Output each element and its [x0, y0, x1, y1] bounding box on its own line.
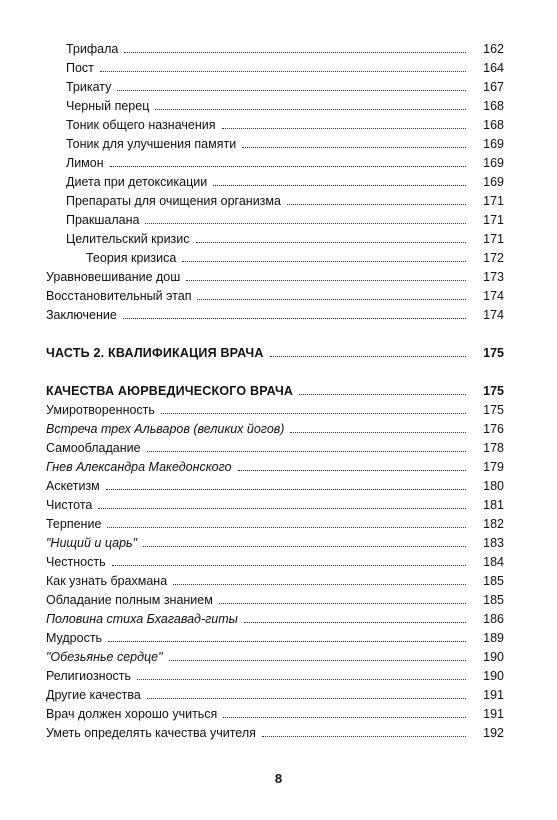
- dot-leader: [117, 90, 466, 91]
- toc-part-heading: [46, 341, 504, 360]
- toc-entry-title: Тоник для улучшения памяти: [46, 137, 242, 151]
- toc-entry: [46, 474, 504, 493]
- dot-leader: [110, 166, 466, 167]
- toc-entry-page: 185: [466, 593, 504, 607]
- toc-entry-title: "Нищий и царь": [46, 536, 143, 550]
- toc-entry: [46, 626, 504, 645]
- toc-entry-page: 175: [466, 384, 504, 398]
- toc-entry-title: Пост: [46, 61, 100, 75]
- toc-entry: [46, 208, 504, 227]
- toc-entry: [46, 607, 504, 626]
- toc-entry-title: Пракшалана: [46, 213, 145, 227]
- toc-entry-title: Черный перец: [46, 99, 155, 113]
- dot-leader: [244, 622, 466, 623]
- dot-leader: [145, 223, 466, 224]
- toc-entry-page: 169: [466, 156, 504, 170]
- toc-entry-title: Чистота: [46, 498, 98, 512]
- toc-entry-page: 171: [466, 232, 504, 246]
- toc-entry-page: 173: [466, 270, 504, 284]
- toc-entry-title: КАЧЕСТВА АЮРВЕДИЧЕСКОГО ВРАЧА: [46, 384, 299, 398]
- dot-leader: [124, 52, 466, 53]
- toc-entry-title: Уметь определять качества учителя: [46, 726, 262, 740]
- toc-entry: [46, 75, 504, 94]
- toc-entry-title: Препараты для очищения организма: [46, 194, 287, 208]
- dot-leader: [223, 717, 466, 718]
- toc-entry-page: 162: [466, 42, 504, 56]
- toc-entry-page: 178: [466, 441, 504, 455]
- dot-leader: [169, 660, 466, 661]
- dot-leader: [137, 679, 466, 680]
- toc-entry-title: Гнев Александра Македонского: [46, 460, 238, 474]
- toc-entry: [46, 113, 504, 132]
- toc-entry-title: Мудрость: [46, 631, 108, 645]
- toc-entry: [46, 56, 504, 75]
- toc-entry-page: 167: [466, 80, 504, 94]
- dot-leader: [182, 261, 466, 262]
- toc-entry: [46, 303, 504, 322]
- dot-leader: [106, 489, 466, 490]
- toc-entry-title: Диета при детоксикации: [46, 175, 213, 189]
- toc-entry-page: 184: [466, 555, 504, 569]
- toc-entry-page: 190: [466, 650, 504, 664]
- toc-entry-page: 175: [466, 346, 504, 360]
- toc-entry-page: 190: [466, 669, 504, 683]
- toc-entry-title: Целительский кризис: [46, 232, 196, 246]
- toc-entry-title: Встреча трех Альваров (великих йогов): [46, 422, 290, 436]
- toc-entry-page: 174: [466, 289, 504, 303]
- dot-leader: [197, 299, 466, 300]
- toc-entry: [46, 569, 504, 588]
- dot-leader: [173, 584, 466, 585]
- toc-entry: [46, 284, 504, 303]
- dot-leader: [107, 527, 466, 528]
- dot-leader: [123, 318, 466, 319]
- toc-entry: [46, 132, 504, 151]
- toc-entry-title: Тоник общего назначения: [46, 118, 222, 132]
- toc-entry-page: 182: [466, 517, 504, 531]
- toc-entry-page: 168: [466, 99, 504, 113]
- toc-entry-title: Врач должен хорошо учиться: [46, 707, 223, 721]
- dot-leader: [196, 242, 466, 243]
- dot-leader: [161, 413, 466, 414]
- toc-entry-title: Терпение: [46, 517, 107, 531]
- dot-leader: [98, 508, 466, 509]
- toc-entry: [46, 189, 504, 208]
- toc-entry: [46, 721, 504, 740]
- dot-leader: [186, 280, 466, 281]
- toc-entry: [46, 550, 504, 569]
- toc-entry-title: Религиозность: [46, 669, 137, 683]
- toc-entry: [46, 398, 504, 417]
- toc-entry-page: 176: [466, 422, 504, 436]
- toc-entry-page: 175: [466, 403, 504, 417]
- toc-entry-page: 180: [466, 479, 504, 493]
- toc-entry-title: Половина стиха Бхагавад-гиты: [46, 612, 244, 626]
- toc-entry: [46, 512, 504, 531]
- toc-entry-page: 192: [466, 726, 504, 740]
- toc-entry: [46, 37, 504, 56]
- toc-entry-title: Обладание полным знанием: [46, 593, 219, 607]
- toc-entry-page: 189: [466, 631, 504, 645]
- dot-leader: [299, 394, 466, 395]
- dot-leader: [213, 185, 466, 186]
- toc-entry-title: Как узнать брахмана: [46, 574, 173, 588]
- toc-entry-page: 191: [466, 688, 504, 702]
- toc-entry-title: Трикату: [46, 80, 117, 94]
- toc-entry: [46, 436, 504, 455]
- toc-entry-page: 169: [466, 137, 504, 151]
- toc-entry-page: 179: [466, 460, 504, 474]
- toc-entry-page: 164: [466, 61, 504, 75]
- dot-leader: [290, 432, 466, 433]
- dot-leader: [155, 109, 466, 110]
- toc-entry-page: 183: [466, 536, 504, 550]
- dot-leader: [143, 546, 466, 547]
- dot-leader: [100, 71, 466, 72]
- toc-entry-page: 185: [466, 574, 504, 588]
- toc-chapter-heading: [46, 379, 504, 398]
- toc-entry-title: Другие качества: [46, 688, 147, 702]
- toc-entry: [46, 227, 504, 246]
- toc-entry-page: 181: [466, 498, 504, 512]
- toc-entry-page: 168: [466, 118, 504, 132]
- dot-leader: [270, 356, 466, 357]
- toc-entry: [46, 664, 504, 683]
- dot-leader: [222, 128, 467, 129]
- toc-entry-title: Восстановительный этап: [46, 289, 197, 303]
- toc-entry-title: Заключение: [46, 308, 123, 322]
- toc-entry: [46, 265, 504, 284]
- toc-entry-page: 171: [466, 194, 504, 208]
- toc-entry: [46, 702, 504, 721]
- dot-leader: [219, 603, 466, 604]
- toc-entry: [46, 531, 504, 550]
- dot-leader: [262, 736, 466, 737]
- dot-leader: [147, 698, 466, 699]
- toc-entry-title: ЧАСТЬ 2. КВАЛИФИКАЦИЯ ВРАЧА: [46, 346, 270, 360]
- toc-entry-title: Лимон: [46, 156, 110, 170]
- dot-leader: [108, 641, 466, 642]
- toc-entry: [46, 151, 504, 170]
- toc-entry-page: 191: [466, 707, 504, 721]
- toc-entry-title: Умиротворенность: [46, 403, 161, 417]
- toc-entry-page: 172: [466, 251, 504, 265]
- toc-entry-page: 174: [466, 308, 504, 322]
- toc-entry-page: 169: [466, 175, 504, 189]
- toc-entry-title: Аскетизм: [46, 479, 106, 493]
- toc-entry: [46, 683, 504, 702]
- dot-leader: [287, 204, 466, 205]
- toc-entry: [46, 493, 504, 512]
- toc-entry: [46, 94, 504, 113]
- toc-entry-title: Теория кризиса: [46, 251, 182, 265]
- dot-leader: [147, 451, 466, 452]
- dot-leader: [238, 470, 466, 471]
- dot-leader: [242, 147, 466, 148]
- toc-entry: [46, 246, 504, 265]
- toc-entry: [46, 417, 504, 436]
- toc-entry-title: Уравновешивание дош: [46, 270, 186, 284]
- toc-entry-title: Честность: [46, 555, 112, 569]
- toc-entry-title: Самообладание: [46, 441, 147, 455]
- toc-entry-page: 186: [466, 612, 504, 626]
- toc-entry: [46, 455, 504, 474]
- toc-entry-page: 171: [466, 213, 504, 227]
- toc-entry: [46, 170, 504, 189]
- toc-entry: [46, 645, 504, 664]
- toc-entry-title: Трифала: [46, 42, 124, 56]
- toc-entry: [46, 588, 504, 607]
- dot-leader: [112, 565, 466, 566]
- page-number: 8: [274, 771, 283, 786]
- toc-entry-title: "Обезьянье сердце": [46, 650, 169, 664]
